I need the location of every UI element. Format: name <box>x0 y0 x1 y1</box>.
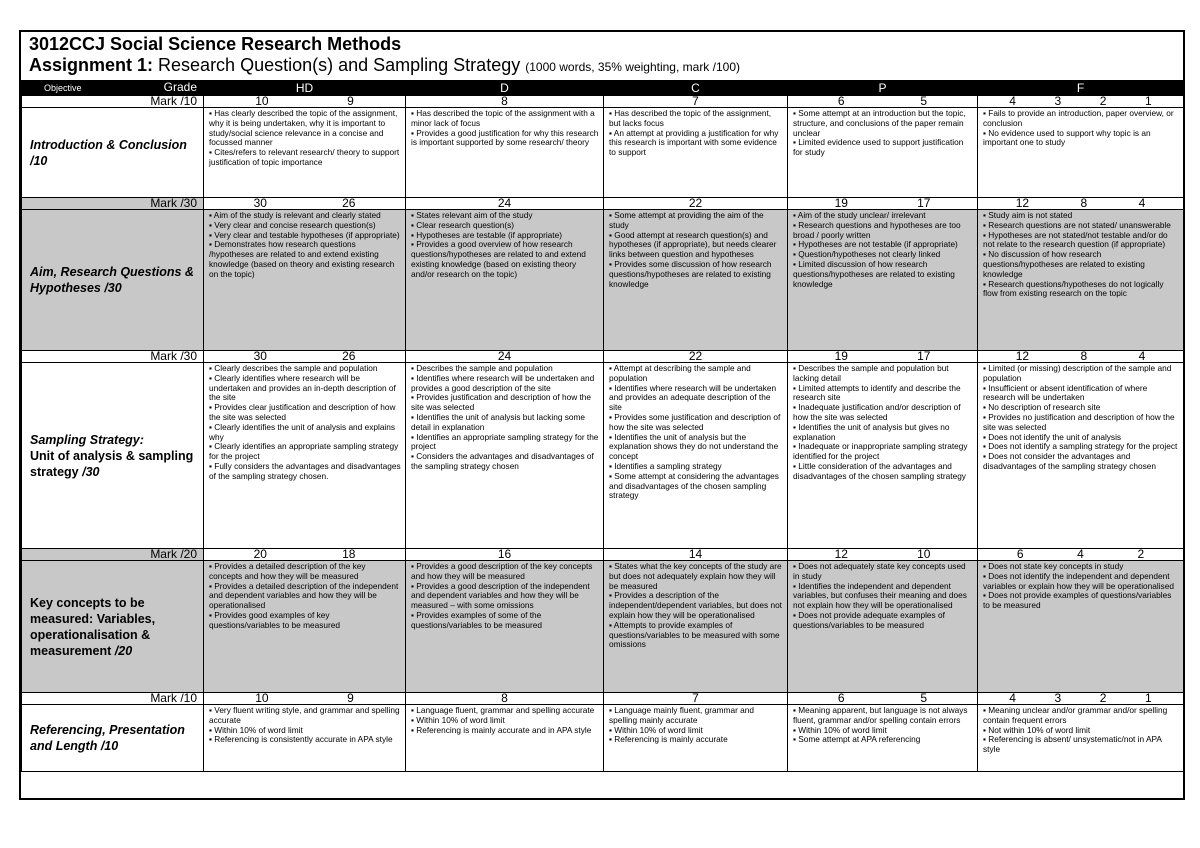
criterion: ▪ Referencing is mainly accurate <box>609 734 728 745</box>
mark-cell <box>788 549 978 561</box>
mark-cell <box>978 198 1184 210</box>
criterion: ▪ Provides justification and description of how the site was selected <box>411 392 592 413</box>
criterion: ▪ Very clear and testable hypotheses (if appropriate) <box>209 229 400 240</box>
mark-cell <box>788 96 978 108</box>
criterion: ▪ Aim of the study unclear/ irrelevant <box>793 210 926 220</box>
criterion: ▪ No evidence used to support why topic is an important one to study <box>983 127 1151 148</box>
criterion: ▪ Inadequate justification and/or description of how the site was selected <box>793 402 961 422</box>
objective-title-italic: Sampling Strategy: <box>30 432 144 447</box>
mark-value: 22 <box>688 197 703 210</box>
mark-cell <box>604 549 788 561</box>
criterion: ▪ Clearly identifies where research will be undertaken and provides an in-depth description of the site <box>209 372 396 403</box>
objective-title: Key concepts to be measured: Variables, operationalisation & measurement <box>30 595 156 658</box>
mark-value: 17 <box>917 350 931 363</box>
criterion: ▪ Provides good examples of key questions/variables to be measured <box>209 609 340 630</box>
criteria-cell <box>788 363 978 549</box>
mark-value: 8 <box>1080 350 1088 363</box>
mark-cell <box>204 96 406 108</box>
criterion: ▪ Very fluent writing style, and grammar and spelling accurate <box>209 705 400 725</box>
mark-cell <box>604 198 788 210</box>
criterion: ▪ Referencing is mainly accurate and in APA style <box>411 724 592 735</box>
criterion: ▪ Language mainly fluent, grammar and spelling mainly accurate <box>609 705 754 725</box>
criterion: ▪ Very clear and concise research question(s) <box>209 219 376 230</box>
mark-values <box>788 198 977 209</box>
mark-cell <box>204 198 406 210</box>
objective-weight: /30 <box>82 464 100 479</box>
mark-values <box>788 549 977 560</box>
mark-cell <box>406 96 604 108</box>
mark-values <box>978 351 1183 362</box>
criterion: ▪ Provides a detailed description of the independent and dependent variables and how they will be operationalised <box>209 580 399 611</box>
mark-cell <box>788 693 978 705</box>
mark-values <box>604 351 787 362</box>
mark-value: 8 <box>501 692 508 705</box>
mark-values <box>406 351 603 362</box>
mark-label: Mark /30 <box>22 351 204 363</box>
objective-introduction-conclusion <box>22 108 204 198</box>
mark-value: 10 <box>917 548 931 561</box>
criterion: ▪ Clearly describes the sample and population <box>209 363 378 373</box>
criterion: ▪ An attempt at providing a justification for why this research is important with some evidence to support <box>609 127 779 158</box>
criteria-cell <box>204 210 406 351</box>
mark-value: 16 <box>497 548 512 561</box>
mark-values <box>978 198 1183 209</box>
title-block <box>21 32 1183 80</box>
criterion: ▪ Provides some discussion of how research questions/hypotheses are related to existing knowledge <box>609 258 772 289</box>
mark-value: 2 <box>1099 692 1107 705</box>
mark-value: 7 <box>692 692 699 705</box>
criterion: ▪ Fully considers the advantages and disadvantages of the sampling strategy chosen. <box>209 460 401 481</box>
assignment-label: Assignment 1: <box>29 55 154 75</box>
mark-values <box>204 693 405 704</box>
criterion: ▪ Inadequate or inappropriate sampling strategy identified for the project <box>793 441 968 462</box>
criteria-cell <box>204 561 406 693</box>
criterion: ▪ Attempt at describing the sample and population <box>609 363 751 383</box>
criteria-cell <box>204 363 406 549</box>
mark-values <box>406 198 603 209</box>
mark-cell <box>604 693 788 705</box>
mark-cell <box>788 198 978 210</box>
mark-values <box>788 693 977 704</box>
criterion: ▪ Identifies where research will be undertaken and provides a good description of the site <box>411 372 595 393</box>
criteria-cell <box>406 210 604 351</box>
criterion: ▪ Identifies a sampling strategy <box>609 460 722 471</box>
criteria-row-key-concepts <box>22 561 1184 693</box>
mark-cell <box>406 693 604 705</box>
criterion: ▪ Some attempt at APA referencing <box>793 734 921 745</box>
mark-values <box>204 549 405 560</box>
criteria-row-aim-questions-hypotheses <box>22 210 1184 351</box>
mark-cell <box>406 351 604 363</box>
mark-label: Mark /10 <box>22 96 204 108</box>
mark-value: 7 <box>692 95 699 108</box>
criterion: ▪ Describes the sample and population but lacking detail <box>793 363 949 383</box>
mark-value: 12 <box>834 548 848 561</box>
mark-values <box>604 96 787 107</box>
criterion: ▪ Cites/refers to relevant research/ theory to support justification of topic importance <box>209 147 400 167</box>
mark-value: 19 <box>834 197 848 210</box>
criterion: ▪ Limited (or missing) description of the sample and population <box>983 363 1172 383</box>
objective-referencing-presentation <box>22 705 204 772</box>
criterion: ▪ Describes the sample and population <box>411 363 553 373</box>
criterion: ▪ Hypotheses are not testable (if appropriate) <box>793 239 958 250</box>
assignment-title <box>29 54 1183 78</box>
mark-cell <box>978 693 1184 705</box>
criterion: ▪ Provides examples of some of the questions/variables to be measured <box>411 609 542 630</box>
mark-cell <box>978 549 1184 561</box>
criteria-cell <box>978 210 1184 351</box>
criteria-row-introduction-conclusion <box>22 108 1184 198</box>
criterion: ▪ Does not adequately state key concepts used in study <box>793 561 966 581</box>
criterion: ▪ Identifies where research will be undertaken and provides an adequate description of the site <box>609 382 777 413</box>
criteria-cell <box>788 705 978 772</box>
criterion: ▪ Some attempt at an introduction but the topic, structure, and conclusions of the paper remain unclear <box>793 108 966 138</box>
criteria-cell <box>978 363 1184 549</box>
criterion: ▪ Not within 10% of word limit <box>983 724 1091 735</box>
criteria-cell <box>978 561 1184 693</box>
criterion: ▪ Does not provide adequate examples of questions/variables to be measured <box>793 609 945 630</box>
mark-row-aim-questions-hypotheses <box>22 198 1184 210</box>
criterion: ▪ Provides a description of the independent/dependent variables, but does not explain how they will be operationalised <box>609 590 782 620</box>
criterion: ▪ Referencing is consistently accurate in APA style <box>209 734 393 745</box>
criteria-cell <box>978 108 1184 198</box>
mark-row-sampling-strategy <box>22 351 1184 363</box>
course-title: 3012CCJ Social Science Research Methods <box>29 34 402 54</box>
mark-value: 10 <box>255 692 269 705</box>
criterion: ▪ Provides a detailed description of the key concepts and how they will be measured <box>209 561 366 581</box>
mark-value: 6 <box>837 95 845 108</box>
mark-label: Mark /10 <box>22 693 204 705</box>
mark-label: Mark /30 <box>22 198 204 210</box>
mark-values <box>406 549 603 560</box>
mark-values <box>978 96 1183 107</box>
criterion: ▪ No description of research site <box>983 402 1101 413</box>
mark-value: 2 <box>1099 95 1107 108</box>
mark-value: 1 <box>1145 692 1152 705</box>
criterion: ▪ Identifies an appropriate sampling strategy for the project <box>411 431 599 452</box>
criterion: ▪ Identifies the independent and dependent variables, but confuses their meaning and does not explain how they will be operationalised <box>793 580 967 611</box>
criterion: ▪ Provides clear justification and description of how the site was selected <box>209 402 396 422</box>
mark-value: 12 <box>1015 350 1030 363</box>
mark-value: 5 <box>920 692 928 705</box>
criterion: ▪ Some attempt at considering the advantages and disadvantages of the chosen sampling strategy <box>609 470 779 501</box>
criteria-cell <box>788 210 978 351</box>
mark-value: 14 <box>688 548 703 561</box>
criterion: ▪ Some attempt at providing the aim of the study <box>609 210 764 230</box>
criterion: ▪ Has clearly described the topic of the assignment, why it is being undertaken, why it is important to study/social science relevance in a concise and focussed manner <box>209 108 398 148</box>
criterion: ▪ Meaning unclear and/or grammar and/or spelling contain frequent errors <box>983 705 1168 725</box>
mark-value: 26 <box>342 197 356 210</box>
mark-values <box>204 351 405 362</box>
mark-cell <box>788 351 978 363</box>
mark-value: 3 <box>1054 692 1062 705</box>
criterion: ▪ Referencing is absent/ unsystematic/not in APA style <box>983 734 1162 755</box>
criterion: ▪ Meaning apparent, but language is not always fluent, grammar and/or spelling contain errors <box>793 705 968 725</box>
criterion: ▪ Research questions are not stated/ unanswerable <box>983 219 1171 230</box>
objective-weight: /20 <box>114 643 133 658</box>
mark-values <box>604 198 787 209</box>
criterion: ▪ Hypotheses are testable (if appropriate) <box>411 229 562 240</box>
mark-value: 9 <box>347 692 354 705</box>
criterion: ▪ Identifies the unit of analysis but the explanation shows they do not understand the concept <box>609 431 779 462</box>
grade-hd: HD <box>204 81 406 96</box>
mark-value: 9 <box>347 95 354 108</box>
criterion: ▪ Aim of the study is relevant and clearly stated <box>209 210 381 220</box>
criterion: ▪ Considers the advantages and disadvantages of the sampling strategy chosen <box>411 451 594 471</box>
criteria-row-sampling-strategy <box>22 363 1184 549</box>
mark-value: 12 <box>1015 197 1030 210</box>
mark-cell <box>406 549 604 561</box>
mark-values <box>204 96 405 107</box>
criterion: ▪ Hypotheses are not stated/not testable and/or do not relate to the research question (if appropriate) <box>983 229 1168 250</box>
criterion: ▪ Does not identify the independent and dependent variables or explain how they will be operationalised <box>983 570 1174 591</box>
criteria-cell <box>406 561 604 693</box>
criterion: ▪ Clear research question(s) <box>411 219 515 230</box>
mark-value: 2 <box>1137 548 1145 561</box>
mark-row-introduction-conclusion <box>22 96 1184 108</box>
criteria-cell <box>204 108 406 198</box>
criterion: ▪ Limited attempts to identify and describe the research site <box>793 382 961 403</box>
mark-value: 30 <box>253 197 267 210</box>
criterion: ▪ Does not identify a sampling strategy for the project <box>983 441 1178 452</box>
criterion: ▪ No discussion of how research questions/hypotheses are related to existing knowledge <box>983 249 1145 279</box>
mark-cell <box>204 351 406 363</box>
criteria-cell <box>604 363 788 549</box>
mark-cell <box>204 693 406 705</box>
mark-cell <box>978 351 1184 363</box>
criterion: ▪ Fails to provide an introduction, paper overview, or conclusion <box>983 108 1174 128</box>
criteria-cell <box>204 705 406 772</box>
objective-key-concepts <box>22 561 204 693</box>
criterion: ▪ States relevant aim of the study <box>411 210 533 220</box>
criteria-cell <box>788 561 978 693</box>
criterion: ▪ Limited discussion of how research questions/hypotheses are related to existing knowledge <box>793 258 955 289</box>
grade-d: D <box>406 81 604 96</box>
objective-title: Introduction & Conclusion /10 <box>30 137 187 168</box>
mark-value: 4 <box>1138 197 1146 210</box>
criterion: ▪ Does not identify the unit of analysis <box>983 431 1122 442</box>
criteria-cell <box>604 108 788 198</box>
mark-value: 22 <box>688 350 703 363</box>
mark-value: 1 <box>1145 95 1152 108</box>
mark-value: 4 <box>1009 95 1016 108</box>
criterion: ▪ Study aim is not stated <box>983 210 1073 220</box>
criterion: ▪ Limited evidence used to support justification for study <box>793 137 964 158</box>
mark-value: 20 <box>253 548 267 561</box>
mark-cell <box>604 96 788 108</box>
objective-title: Unit of analysis & sampling strategy <box>30 448 194 479</box>
mark-value: 10 <box>255 95 269 108</box>
grade-label: Grade <box>163 80 197 94</box>
grade-p: P <box>788 81 978 96</box>
mark-value: 6 <box>837 692 845 705</box>
criterion: ▪ Does not state key concepts in study <box>983 561 1124 571</box>
criterion: ▪ Question/hypotheses not clearly linked <box>793 249 941 260</box>
criteria-cell <box>406 108 604 198</box>
mark-value: 4 <box>1077 548 1084 561</box>
criterion: ▪ Within 10% of word limit <box>209 724 303 735</box>
mark-value: 4 <box>1138 350 1146 363</box>
criterion: ▪ Has described the topic of the assignment, but lacks focus <box>609 108 772 128</box>
criteria-cell <box>604 561 788 693</box>
assignment-note: (1000 words, 35% weighting, mark /100) <box>525 60 740 74</box>
mark-values <box>978 693 1183 704</box>
criterion: ▪ Provides a good justification for why this research is important supported by some research/ theory <box>411 127 599 148</box>
criterion: ▪ Little consideration of the advantages and disadvantages of the chosen sampling strategy <box>793 460 966 481</box>
mark-cell <box>978 96 1184 108</box>
mark-value: 26 <box>342 350 356 363</box>
grade-header-row <box>22 81 1184 96</box>
mark-value: 6 <box>1016 548 1024 561</box>
criterion: ▪ Provides a good overview of how research questions/hypotheses are related to and extend existing knowledge (based on existing theory and/or research on the topic) <box>411 239 586 279</box>
criteria-cell <box>788 108 978 198</box>
mark-value: 24 <box>497 197 512 210</box>
criterion: ▪ Identifies the unit of analysis but gives no explanation <box>793 421 950 442</box>
criterion: ▪ Attempts to provide examples of questions/variables to be measured with some omissions <box>609 619 780 650</box>
mark-value: 3 <box>1054 95 1062 108</box>
mark-cell <box>406 198 604 210</box>
mark-values <box>788 96 977 107</box>
objective-title: Aim, Research Questions & Hypotheses /30 <box>30 265 194 295</box>
mark-values <box>604 549 787 560</box>
mark-values <box>978 549 1183 560</box>
mark-values <box>788 351 977 362</box>
criterion: ▪ Does not consider the advantages and disadvantages of the sampling strategy chosen <box>983 451 1156 471</box>
mark-label: Mark /20 <box>22 549 204 561</box>
criteria-cell <box>406 363 604 549</box>
criterion: ▪ Provides a good description of the key concepts and how they will be measured <box>411 561 593 581</box>
grade-f: F <box>978 81 1184 96</box>
mark-value: 30 <box>253 350 267 363</box>
criterion: ▪ Good attempt at research question(s) and hypotheses (if appropriate), but needs clearer links between question and hypotheses <box>609 229 777 260</box>
criteria-cell <box>978 705 1184 772</box>
objective-sampling-strategy <box>22 363 204 549</box>
mark-values <box>406 96 603 107</box>
criterion: ▪ Language fluent, grammar and spelling accurate <box>411 705 595 715</box>
mark-value: 18 <box>342 548 356 561</box>
mark-value: 8 <box>1080 197 1088 210</box>
mark-values <box>204 198 405 209</box>
mark-values <box>406 693 603 704</box>
grade-c: C <box>604 81 788 96</box>
criterion: ▪ Clearly identifies an appropriate sampling strategy for the project <box>209 441 399 462</box>
criterion: ▪ Insufficient or absent identification of where research will be undertaken <box>983 382 1148 403</box>
objective-header <box>22 81 204 96</box>
mark-cell <box>604 351 788 363</box>
mark-value: 19 <box>834 350 848 363</box>
criterion: ▪ Does not provide examples of questions/variables to be measured <box>983 590 1172 611</box>
criterion: ▪ Research questions and hypotheses are too broad / poorly written <box>793 219 961 240</box>
objective-title: Referencing, Presentation and Length /10 <box>30 723 185 753</box>
assignment-name: Research Question(s) and Sampling Strategy <box>153 55 526 75</box>
mark-row-referencing-presentation <box>22 693 1184 705</box>
mark-value: 4 <box>1009 692 1016 705</box>
criterion: ▪ Within 10% of word limit <box>609 724 703 735</box>
criterion: ▪ Demonstrates how research questions /hypotheses are related to and extend existing knowledge (based on theory and existing research on the topic) <box>209 239 395 279</box>
mark-value: 17 <box>917 197 931 210</box>
criterion: ▪ Clearly identifies the unit of analysis and explains why <box>209 421 396 442</box>
mark-row-key-concepts <box>22 549 1184 561</box>
criteria-cell <box>406 705 604 772</box>
criterion: ▪ Within 10% of word limit <box>411 714 505 725</box>
mark-value: 24 <box>497 350 512 363</box>
rubric-document <box>19 30 1185 800</box>
criterion: ▪ Within 10% of word limit <box>793 724 887 735</box>
mark-value: 8 <box>501 95 508 108</box>
mark-values <box>604 693 787 704</box>
criterion: ▪ States what the key concepts of the study are but does not adequately explain how they will be measured <box>609 561 782 591</box>
criterion: ▪ Provides a good description of the independent and dependent variables and how they will be measured – with some omissions <box>411 580 590 611</box>
criterion: ▪ Identifies the unit of analysis but lacking some detail in explanation <box>411 411 586 432</box>
criterion: ▪ Has described the topic of the assignment with a minor lack of focus <box>411 108 595 128</box>
criteria-row-referencing-presentation <box>22 705 1184 772</box>
criteria-cell <box>604 705 788 772</box>
mark-value: 5 <box>920 95 928 108</box>
criterion: ▪ Provides some justification and description of how the site was selected <box>609 411 781 432</box>
rubric-table <box>21 80 1184 772</box>
criterion: ▪ Provides no justification and description of how the site was selected <box>983 411 1175 432</box>
objective-label: Objective <box>44 83 82 93</box>
criteria-cell <box>604 210 788 351</box>
mark-cell <box>204 549 406 561</box>
objective-aim-questions-hypotheses <box>22 210 204 351</box>
criterion: ▪ Research questions/hypotheses do not logically flow from existing research on the topic <box>983 278 1164 299</box>
